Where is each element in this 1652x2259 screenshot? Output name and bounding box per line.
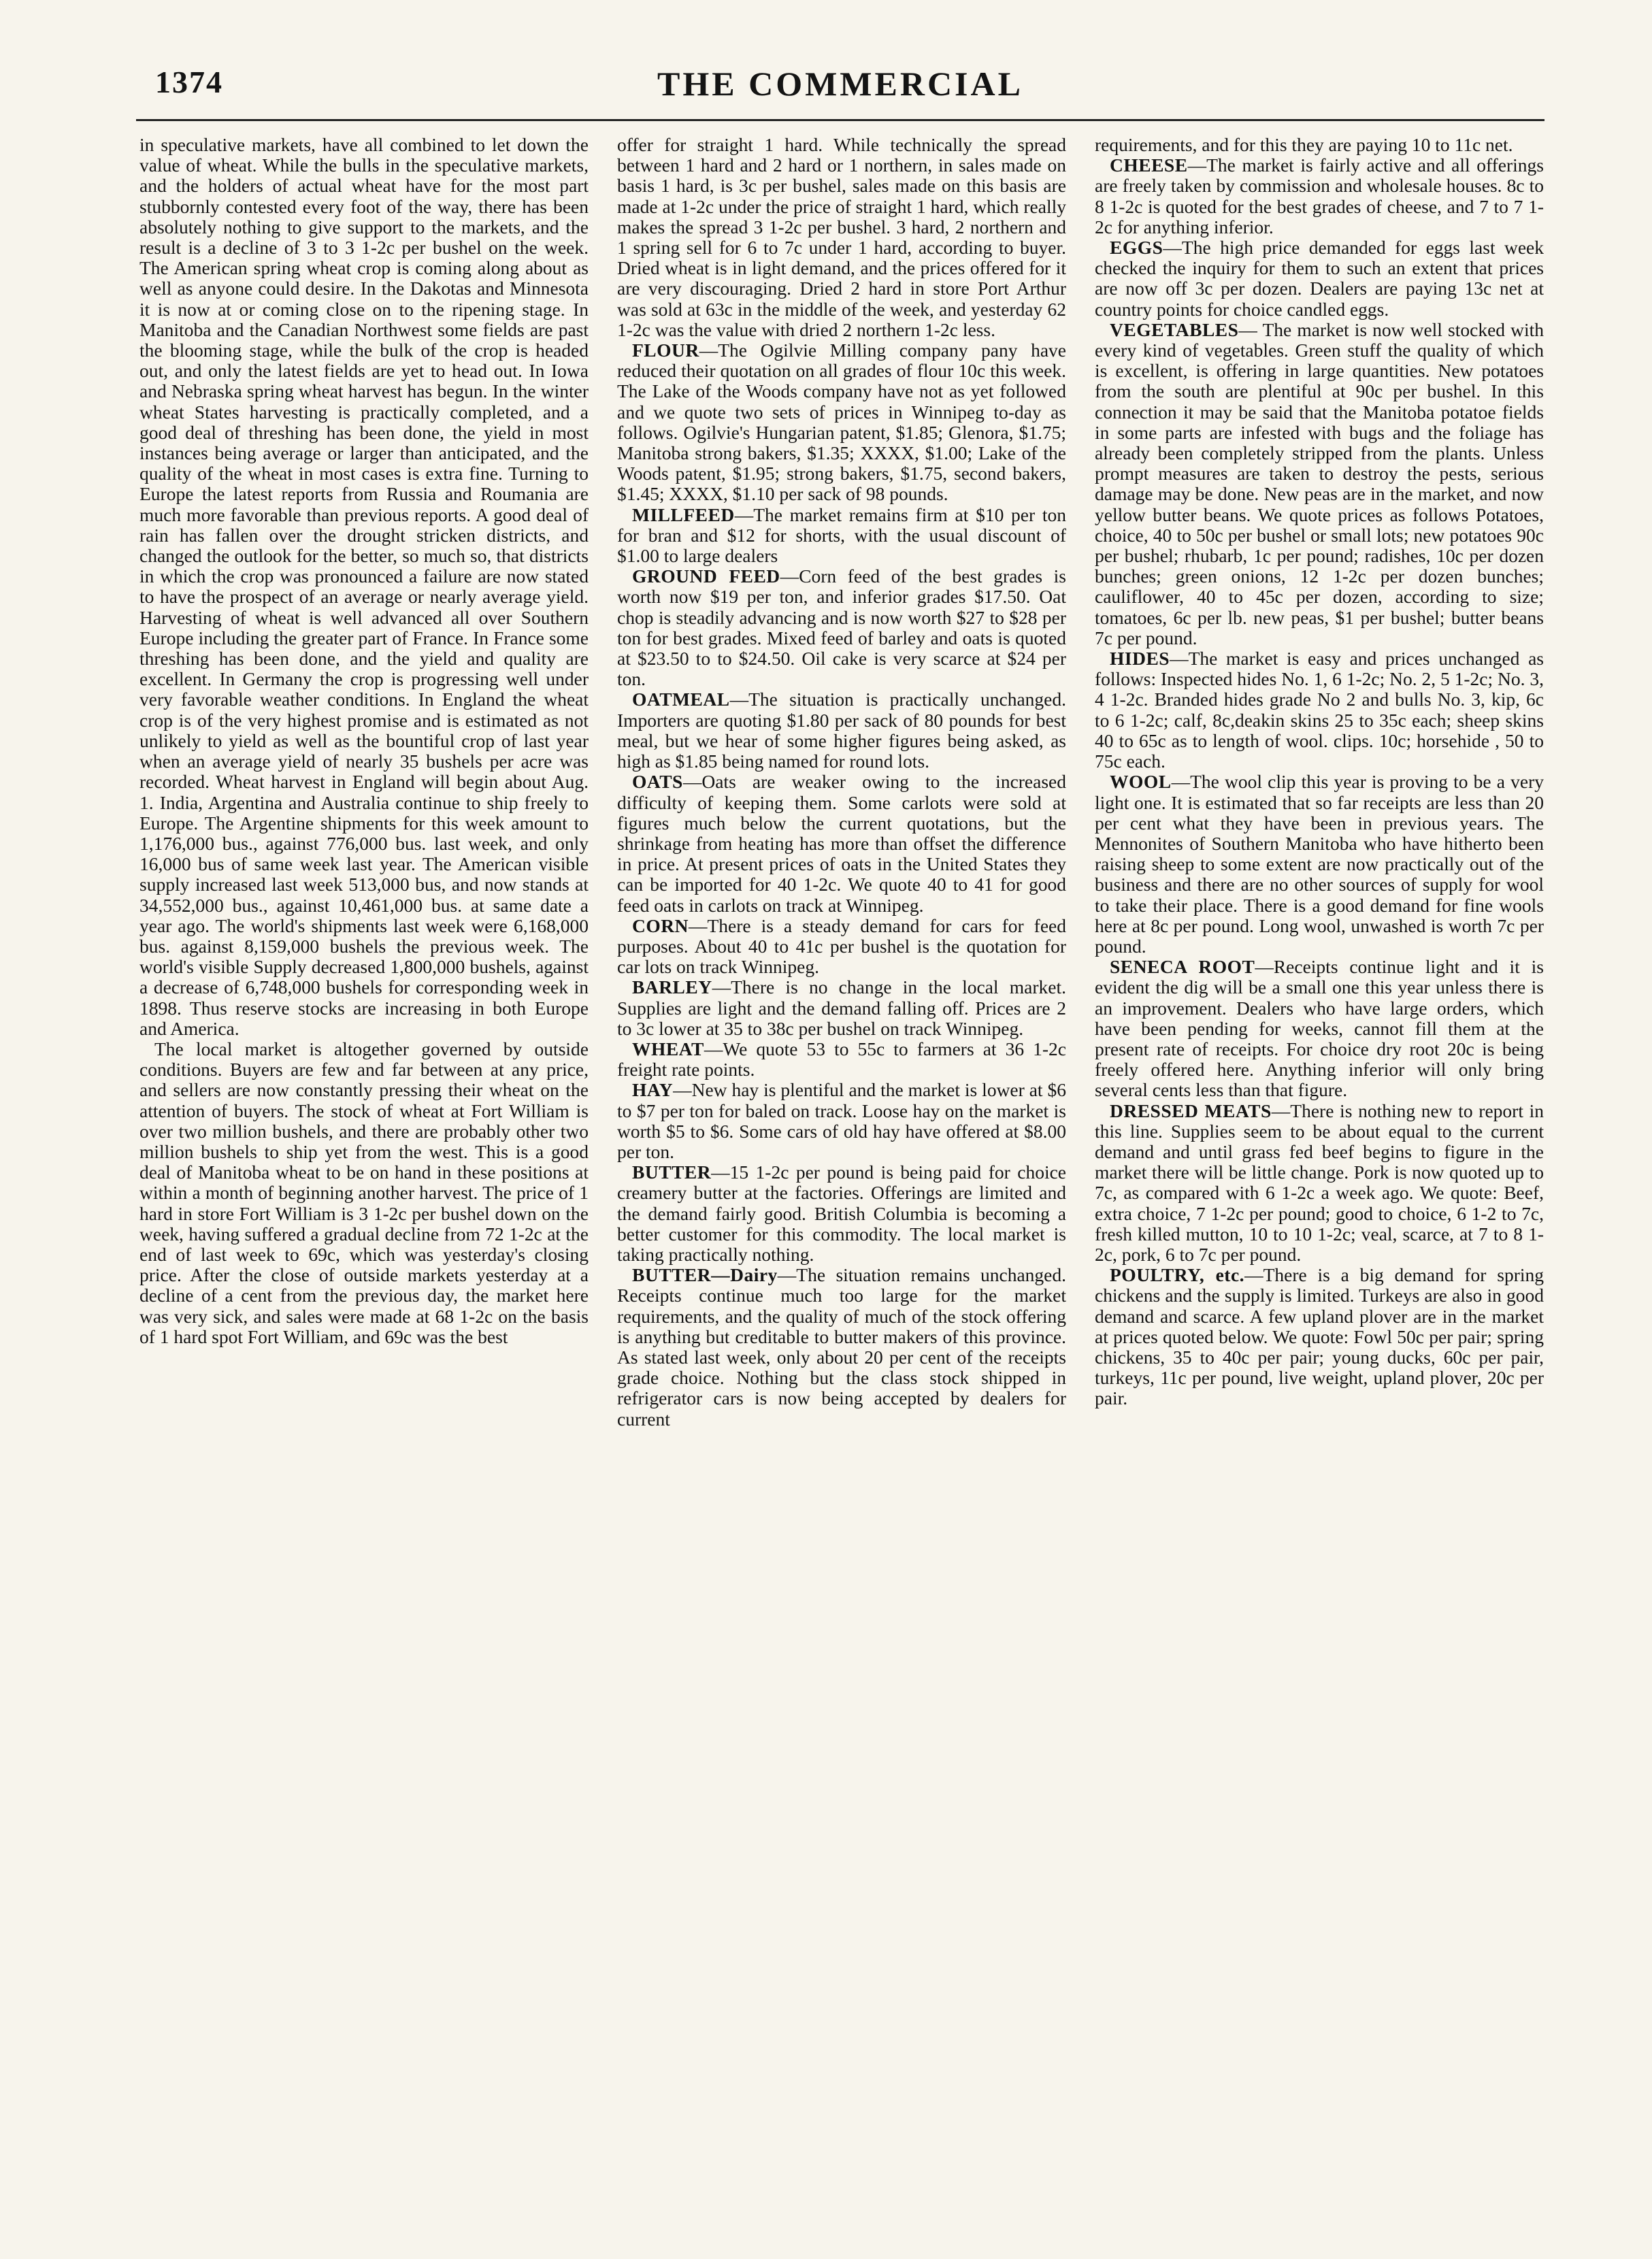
market-paragraph <box>1095 135 1544 155</box>
page-number: 1374 <box>155 65 223 99</box>
masthead-title: THE COMMERCIAL <box>657 65 1023 103</box>
column-right <box>1095 135 1544 2230</box>
market-paragraph <box>617 689 1066 772</box>
paragraph-heading: BUTTER <box>632 1161 712 1183</box>
paragraph-body: —The high price demanded for eggs last week checked the inquiry for them to such an extent that prices are now off 3c per dozen. Dealers are paying 13c net at country points for choice candled eggs. <box>1095 237 1544 320</box>
paragraph-heading: WHEAT <box>632 1038 704 1059</box>
paragraph-heading: HAY <box>632 1079 674 1101</box>
market-paragraph <box>1095 320 1544 648</box>
market-paragraph <box>1095 155 1544 237</box>
paragraph-body: —The Ogilvie Milling company pany have reduced their quotation on all grades of flour 10c this week. The Lake of the Woods company have not as yet followed and we quote two sets of prices in Winnipeg to-day as follows. Ogilvie's Hungarian patent, $1.85; Glenora, $1.75; Manitoba strong bakers, $1.35; XXXX, $1.00; Lake of the Woods patent, $1.95; strong bakers, $1.75, second bakers, $1.45; XXXX, $1.10 per sack of 98 pounds. <box>617 340 1066 505</box>
paragraph-body: —There is nothing new to report in this line. Supplies seem to be about equal to the current demand and until grass fed beef begins to figure in the market there will be little change. Pork is now quoted up to 7c, as compared with 6 1-2c a week ago. We quote: Beef, extra choice, 7 1-2c per pound; good to choice, 6 1-2 to 7c, fresh killed mutton, 10 to 10 1-2c; veal, scarce, at 7 to 8 1-2c, pork, 6 to 7c per pound. <box>1095 1100 1544 1265</box>
column-middle <box>617 135 1066 2230</box>
paragraph-heading: BARLEY <box>632 976 712 998</box>
market-paragraph <box>617 1162 1066 1265</box>
paragraph-body: —We quote 53 to 55c to farmers at 36 1-2c freight rate points. <box>617 1038 1066 1081</box>
paragraph-body: —Corn feed of the best grades is worth now $19 per ton, and inferior grades $17.50. Oat chop is steadily advancing and is now worth $27 to $28 per ton for best grades. Mixed feed of barley and oats is quoted at $23.50 to to $24.50. Oil cake is very scarce at $24 per ton. <box>617 565 1066 690</box>
paragraph-body: —The market remains firm at $10 per ton for bran and $12 for shorts, with the usual discount of $1.00 to large dealers <box>617 504 1066 567</box>
market-paragraph <box>1095 237 1544 320</box>
market-paragraph <box>1095 648 1544 772</box>
paragraph-body: —There is no change in the local market. Supplies are light and the demand falling off. Prices are 2 to 3c lower at 35 to 38c per bushel on track Winnipeg. <box>617 976 1066 1039</box>
market-paragraph <box>617 916 1066 978</box>
page-header <box>136 60 1544 114</box>
market-paragraph <box>617 135 1066 340</box>
market-paragraph <box>617 977 1066 1039</box>
paragraph-body: —There is a big demand for spring chickens and the supply is limited. Turkeys are also in good demand and scarce. A few upland plover are in the market at prices quoted below. We quote: Fowl 50c per pair; spring chickens, 35 to 40c per pair; young ducks, 60c per pair, turkeys, 11c per pound, live weight, upland plover, 20c per pair. <box>1095 1264 1544 1409</box>
market-paragraph <box>617 1039 1066 1080</box>
market-paragraph <box>139 135 589 1039</box>
market-paragraph <box>1095 772 1544 957</box>
header-rule <box>136 119 1544 121</box>
column-left <box>139 135 589 2230</box>
paragraph-heading: GROUND FEED <box>632 565 780 587</box>
market-paragraph <box>617 1080 1066 1162</box>
market-paragraph <box>1095 957 1544 1100</box>
paragraph-heading: FLOUR <box>632 340 699 361</box>
paragraph-body: —Receipts continue light and it is evident the dig will be a small one this year unless there is an improvement. Dealers who have large orders, which have been pending for weeks, cannot fill them at the present rate of receipts. For choice dry root 20c is being freely offered here. Anything inferior will only bring several cents less than that figure. <box>1095 956 1544 1101</box>
paragraph-body: —The situation is practically unchanged. Importers are quoting $1.80 per sack of 80 pounds for best meal, but we hear of some higher figures being asked, as high as $1.85 being named for round lots. <box>617 689 1066 772</box>
article-columns <box>139 135 1544 2230</box>
paragraph-body: —The market is fairly active and all offerings are freely taken by commission and wholesale houses. 8c to 8 1-2c is quoted for the best grades of cheese, and 7 to 7 1-2c for anything inferior. <box>1095 154 1544 237</box>
paragraph-heading: POULTRY, etc. <box>1110 1264 1245 1286</box>
paragraph-body: — The market is now well stocked with every kind of vegetables. Green stuff the quality of which is excellent, is offering in large quantities. New potatoes from the south are plentiful at 90c per bushel. In this connection it may be said that the Manitoba potatoe fields in some parts are infested with bugs and the foliage has already been completely stripped from the plants. Unless prompt measures are taken to destroy the pests, serious damage may be done. New peas are in the market, and now yellow butter beans. We quote prices as follows Potatoes, choice, 40 to 50c per bushel or small lots; new potatoes 90c per bushel; rhubarb, 1c per pound; radishes, 10c per dozen bunches; green onions, 12 1-2c per dozen bunches; cauliflower, 40 to 45c per dozen, according to size; tomatoes, 6c per lb. new peas, $1 per bushel; butter beans 7c per pound. <box>1095 318 1544 648</box>
paragraph-body: —Oats are weaker owing to the increased difficulty of keeping them. Some carlots were sold at figures much below the current quotations, but the shrinkage from heating has more than offset the difference in price. At present prices of oats in the United States they can be imported for 40 1-2c. We quote 40 to 41 for good feed oats in carlots on track at Winnipeg. <box>617 771 1066 916</box>
paragraph-body: —There is a steady demand for cars for feed purposes. About 40 to 41c per bushel is the quotation for car lots on track Winnipeg. <box>617 914 1066 978</box>
paragraph-heading: DRESSED MEATS <box>1110 1100 1272 1121</box>
paragraph-body: requirements, and for this they are paying 10 to 11c net. <box>1095 135 1513 155</box>
market-paragraph <box>617 340 1066 505</box>
paragraph-body: The local market is altogether governed by outside conditions. Buyers are few and far between at any price, and sellers are now constantly pressing their wheat on the attention of buyers. The stock of wheat at Fort William is over two million bushels, and there are probably other two million bushels to ship yet from the west. This is a good deal of Manitoba wheat to be on hand in these positions at within a month of beginning another harvest. The price of 1 hard in store Fort William is 3 1-2c per bushel down on the week, having suffered a gradual decline from 72 1-2c at the end of last week to 69c, which was yesterday's closing price. After the close of outside markets yesterday at a decline of a cent from the previous day, the market here was very sick, and sales were made at 68 1-2c on the basis of 1 hard spot Fort William, and 69c was the best <box>139 1038 589 1347</box>
paragraph-heading: BUTTER—Dairy <box>632 1264 778 1286</box>
paragraph-body: —15 1-2c per pound is being paid for choice creamery butter at the factories. Offerings are limited and the demand fairly good. British Columbia is becoming a better customer for this commodity. The local market is taking practically nothing. <box>617 1161 1066 1265</box>
paragraph-heading: VEGETABLES <box>1110 318 1239 340</box>
paragraph-body: —The market is easy and prices unchanged as follows: Inspected hides No. 1, 6 1-2c; No. 2, 5 1-2c; No. 3, 4 1-2c. Branded hides grade No 2 and bulls No. 3, kip, 6c to 6 1-2c; calf, 8c,deakin skins 25 to 35c each; sheep skins 40 to 65c as to length of wool. clips. 10c; horsehide , 50 to 75c each. <box>1095 648 1544 772</box>
paragraph-body: offer for straight 1 hard. While technically the spread between 1 hard and 2 hard or 1 northern, in sales made on basis 1 hard, is 3c per bushel, sales made on this basis are made at 1-2c under the price of straight 1 hard, which really makes the spread 3 1-2c per bushel. 3 hard, 2 northern and 1 spring sell for 6 to 7c under 1 hard, according to buyer. Dried wheat is in light demand, and the prices offered for it are very discouraging. Dried 2 hard in store Port Arthur was sold at 63c in the middle of the week, and yesterday 62 1-2c was the value with dried 2 northern 1-2c less. <box>617 135 1066 340</box>
paragraph-heading: OATMEAL <box>632 689 730 710</box>
paragraph-heading: HIDES <box>1110 648 1170 670</box>
paragraph-heading: CHEESE <box>1110 154 1188 176</box>
paragraph-body: —New hay is plentiful and the market is lower at $6 to $7 per ton for baled on track. Loose hay on the market is worth $5 to $6. Some cars of old hay have offered at $8.00 per ton. <box>617 1079 1066 1162</box>
market-paragraph <box>617 505 1066 567</box>
paragraph-heading: CORN <box>632 914 689 936</box>
paragraph-body: —The situation remains unchanged. Receipts continue much too large for the market requirements, and the quality of much of the stock offering is anything but creditable to butter makers of this province. As stated last week, only about 20 per cent of the receipts grade choice. Nothing but the class stock shipped in refrigerator cars is now being accepted by dealers for current <box>617 1264 1066 1430</box>
market-paragraph <box>1095 1101 1544 1266</box>
paragraph-heading: OATS <box>632 771 683 793</box>
paragraph-body: in speculative markets, have all combined to let down the value of wheat. While the bulls in the speculative markets, and the holders of actual wheat have for the most part stubbornly contested every foot of the way, there has been absolutely nothing to give support to the markets, and the result is a decline of 3 to 3 1-2c per bushel on the week. The American spring wheat crop is coming along about as well as anyone could desire. In the Dakotas and Minnesota it is now at or coming close on to the ripening stage. In Manitoba and the Canadian Northwest some fields are past the blooming stage, while the bulk of the crop is headed out, and only the latest fields are yet to head out. In Iowa and Nebraska spring wheat harvest has begun. In the winter wheat States harvesting is practically completed, and a good deal of threshing has been done, the yield in most instances being average or larger than anticipated, and the quality of the wheat in most cases is extra fine. Turning to Europe the latest reports from Russia and Roumania are much more favorable than previous reports. A good deal of rain has fallen over the drought stricken districts, and changed the outlook for the better, so much so, that districts in which the crop was pronounced a failure are now stated to have the prospect of an average or nearly average yield. Harvesting of wheat is well advanced all over Southern Europe including the greater part of France. In France some threshing has been done, and the yield and quality are excellent. In Germany the crop is progressing well under very favorable weather conditions. In England the wheat crop is of the very highest promise and is estimated as not unlikely to yield as well as the bountiful crop of last year when an average yield of nearly 35 bushels per acre was recorded. Wheat harvest in England will begin about Aug. 1. India, Argentina and Australia continue to ship freely to Europe. The Argentine shipments for this week amount to 1,176,000 bus., against 776,000 bus. last week, and only 16,000 bus of same week last year. The American visible supply increased last week 513,000 bus, and now stands at 34,552,000 bus., against 10,461,000 bus. at same date a year ago. The world's shipments last week were 6,168,000 bus. against 8,159,000 bushels the previous week. The world's visible Supply decreased 1,800,000 bushels, against a decrease of 6,748,000 bushels for corresponding week in 1898. Thus reserve stocks are increasing in both Europe and America. <box>139 135 589 1039</box>
market-paragraph <box>1095 1265 1544 1408</box>
paragraph-body: —The wool clip this year is proving to be a very light one. It is estimated that so far receipts are less than 20 per cent what they have been in previous years. The Mennonites of Southern Manitoba who have hitherto been raising sheep to some extent are now practically out of the business and there are no other sources of supply for wool to take their place. There is a good demand for fine wools here at 8c per pound. Long wool, unwashed is worth 7c per pound. <box>1095 771 1544 957</box>
paragraph-heading: WOOL <box>1110 771 1172 793</box>
market-paragraph <box>617 1265 1066 1430</box>
paragraph-heading: SENECA ROOT <box>1110 956 1255 978</box>
market-paragraph <box>139 1039 589 1347</box>
market-paragraph <box>617 772 1066 915</box>
paragraph-heading: EGGS <box>1110 237 1163 259</box>
market-paragraph <box>617 566 1066 689</box>
paragraph-heading: MILLFEED <box>632 504 735 525</box>
